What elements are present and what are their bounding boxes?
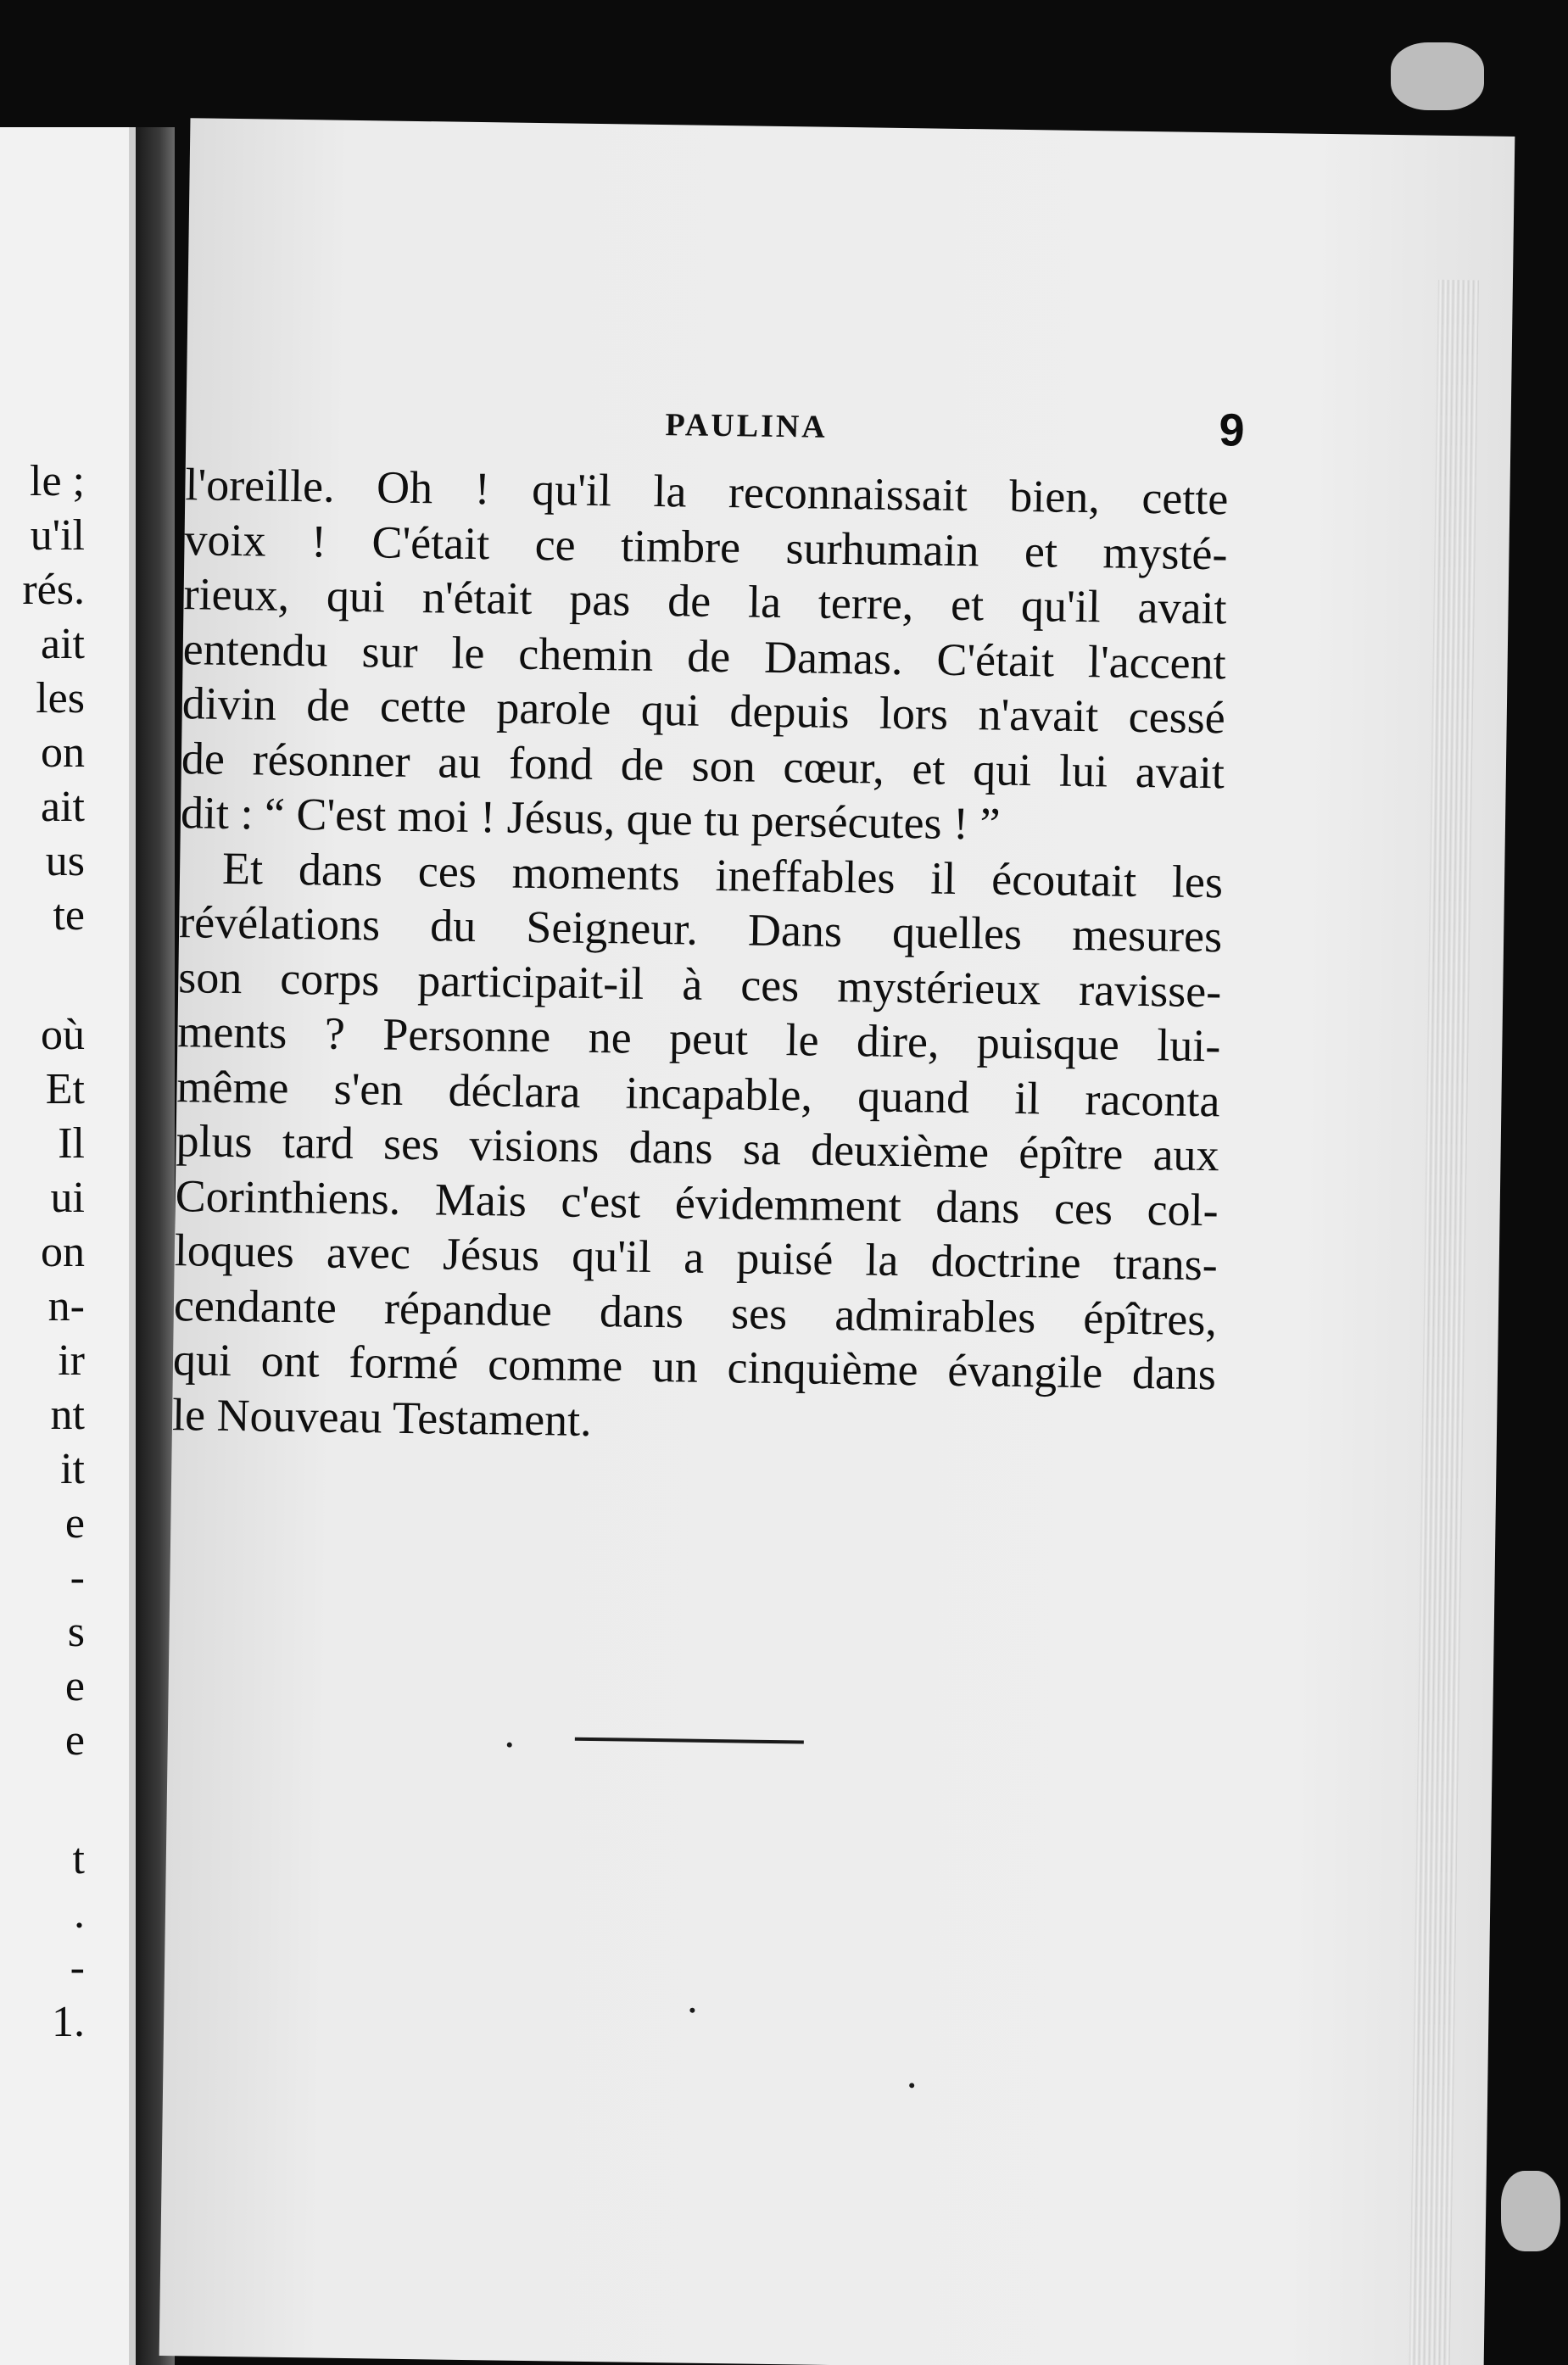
ink-speck xyxy=(909,2083,914,2088)
text-line: loques avec Jésus qu'il a puisé la doctrine trans- xyxy=(174,1224,1219,1291)
left-page-line: où xyxy=(41,1011,85,1059)
left-page-line: e xyxy=(64,1499,85,1548)
text-line: ments ? Personne ne peut le dire, puisque lui- xyxy=(177,1006,1221,1072)
section-end-rule xyxy=(575,1737,804,1744)
text-line: même s'en déclara incapable, quand il raconta xyxy=(176,1060,1220,1126)
text-line: plus tard ses visions dans sa deuxième épître aux xyxy=(176,1115,1219,1181)
left-page-line: Il xyxy=(58,1119,85,1168)
left-page-line: ui xyxy=(50,1174,85,1222)
left-page-line: 1. xyxy=(52,1998,85,2046)
left-page-line: Et xyxy=(45,1065,85,1113)
left-page-line: on xyxy=(41,1228,85,1276)
left-page-line: - xyxy=(70,1553,85,1602)
text-line: entendu sur le chemin de Damas. C'était l'accent xyxy=(182,622,1227,689)
text-line: l'oreille. Oh ! qu'il la reconnaissait bien, cette xyxy=(185,459,1229,525)
body-text xyxy=(172,457,1229,1456)
text-line: de résonner au fond de son cœur, et qui lui avait xyxy=(181,732,1225,798)
text-line: Et dans ces moments ineffables il écoutait les xyxy=(221,842,1224,907)
text-line: rieux, qui n'était pas de la terre, et qu'il avait xyxy=(183,568,1227,634)
left-page-line: ait xyxy=(41,783,85,831)
left-page-line: - xyxy=(70,1944,85,1992)
running-head: PAULINA xyxy=(665,407,829,445)
text-line: Corinthiens. Mais c'est évidemment dans ces col- xyxy=(175,1169,1219,1235)
text-line: cendante répandue dans ses admirables épîtres, xyxy=(173,1279,1218,1345)
left-page-line: e xyxy=(64,1662,85,1710)
page-block-edges xyxy=(1407,280,1479,2365)
ink-speck xyxy=(507,1743,512,1748)
left-page-line: te xyxy=(53,891,85,940)
text-line: son corps participait-il à ces mystérieux ravisse- xyxy=(177,951,1222,1017)
left-page-line: le ; xyxy=(30,457,85,505)
left-page-line: s xyxy=(67,1608,85,1656)
text-line: le Nouveau Testament. xyxy=(171,1388,593,1446)
ink-speck xyxy=(689,2008,695,2013)
page-header xyxy=(186,389,1511,467)
paper-wear xyxy=(1501,2171,1560,2251)
page-number: 9 xyxy=(1219,404,1245,456)
left-page-line: on xyxy=(41,728,85,777)
left-page-line: ait xyxy=(41,620,85,668)
text-line: voix ! C'était ce timbre surhumain et mysté- xyxy=(184,513,1228,579)
left-page-line: les xyxy=(36,674,85,722)
left-page-edge xyxy=(129,127,136,2365)
left-page-line: . xyxy=(74,1889,85,1938)
text-line: révélations du Seigneur. Dans quelles mesures xyxy=(178,896,1223,962)
text-line: divin de cette parole qui depuis lors n'avait cessé xyxy=(181,678,1226,744)
paper-wear xyxy=(1391,42,1484,110)
left-page-line: rés. xyxy=(22,566,85,614)
left-page-line: t xyxy=(72,1835,85,1883)
left-page-fragment xyxy=(0,127,136,2365)
left-page-line: n- xyxy=(47,1282,85,1330)
left-page-line: it xyxy=(60,1445,85,1493)
left-page-line: nt xyxy=(50,1391,85,1439)
left-page-line: e xyxy=(64,1716,85,1765)
left-page-line: us xyxy=(45,837,85,885)
text-line: qui ont formé comme un cinquième évangile dans xyxy=(172,1334,1217,1400)
book-page xyxy=(159,118,1515,2365)
text-line: dit : “ C'est moi ! Jésus, que tu persécutes ! ” xyxy=(180,787,1001,850)
left-page-line: u'il xyxy=(30,511,85,560)
left-page-line: ir xyxy=(58,1336,85,1385)
